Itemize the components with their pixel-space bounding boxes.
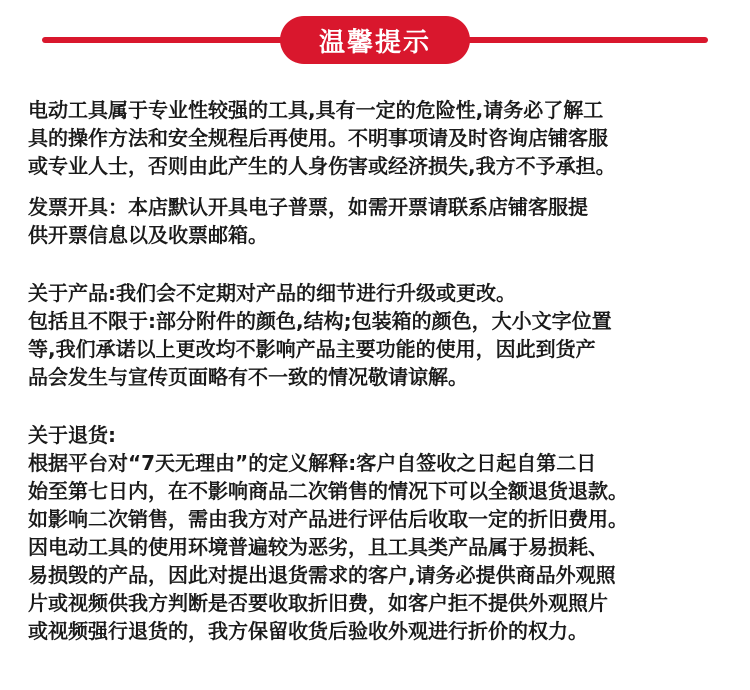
text-line: 或视频强行退货的，我方保留收货后验收外观进行折价的权力。 (28, 619, 588, 643)
safety-notice-paragraph (28, 96, 728, 180)
text-line: 易损毁的产品，因此对提出退货需求的客户,请务必提供商品外观照 (28, 563, 616, 587)
return-policy-paragraph (28, 421, 728, 645)
text-line: 关于退货: (28, 423, 116, 447)
notice-content (28, 96, 728, 645)
text-line: 等,我们承诺以上更改均不影响产品主要功能的使用，因此到货产 (28, 337, 596, 361)
text-line: 如影响二次销售，需由我方对产品进行评估后收取一定的折旧费用。 (28, 507, 628, 531)
header-badge (280, 16, 470, 64)
page-title: 温馨提示 (318, 27, 431, 58)
text-line: 电动工具属于专业性较强的工具,具有一定的危险性,请务必了解工 (28, 98, 604, 122)
text-line: 发票开具：本店默认开具电子普票，如需开票请联系店铺客服提 (28, 195, 588, 219)
text-line: 具的操作方法和安全规程后再使用。不明事项请及时咨询店铺客服 (28, 126, 608, 150)
product-notice-paragraph (28, 279, 728, 391)
text-line: 品会发生与宣传页面略有不一致的情况敬请谅解。 (28, 365, 468, 389)
text-line: 因电动工具的使用环境普遍较为恶劣，且工具类产品属于易损耗、 (28, 535, 608, 559)
text-line: 包括且不限于:部分附件的颜色,结构;包装箱的颜色，大小文字位置 (28, 309, 612, 333)
text-line: 根据平台对“7天无理由”的定义解释:客户自签收之日起自第二日 (28, 451, 597, 475)
text-line: 始至第七日内，在不影响商品二次销售的情况下可以全额退货退款。 (28, 479, 628, 503)
text-line: 供开票信息以及收票邮箱。 (28, 223, 268, 247)
header (0, 0, 750, 80)
text-line: 关于产品:我们会不定期对产品的细节进行升级或更改。 (28, 281, 516, 305)
invoice-notice-paragraph (28, 193, 728, 249)
text-line: 或专业人士，否则由此产生的人身伤害或经济损失,我方不予承担。 (28, 154, 616, 178)
text-line: 片或视频供我方判断是否要收取折旧费，如客户拒不提供外观照片 (28, 591, 608, 615)
